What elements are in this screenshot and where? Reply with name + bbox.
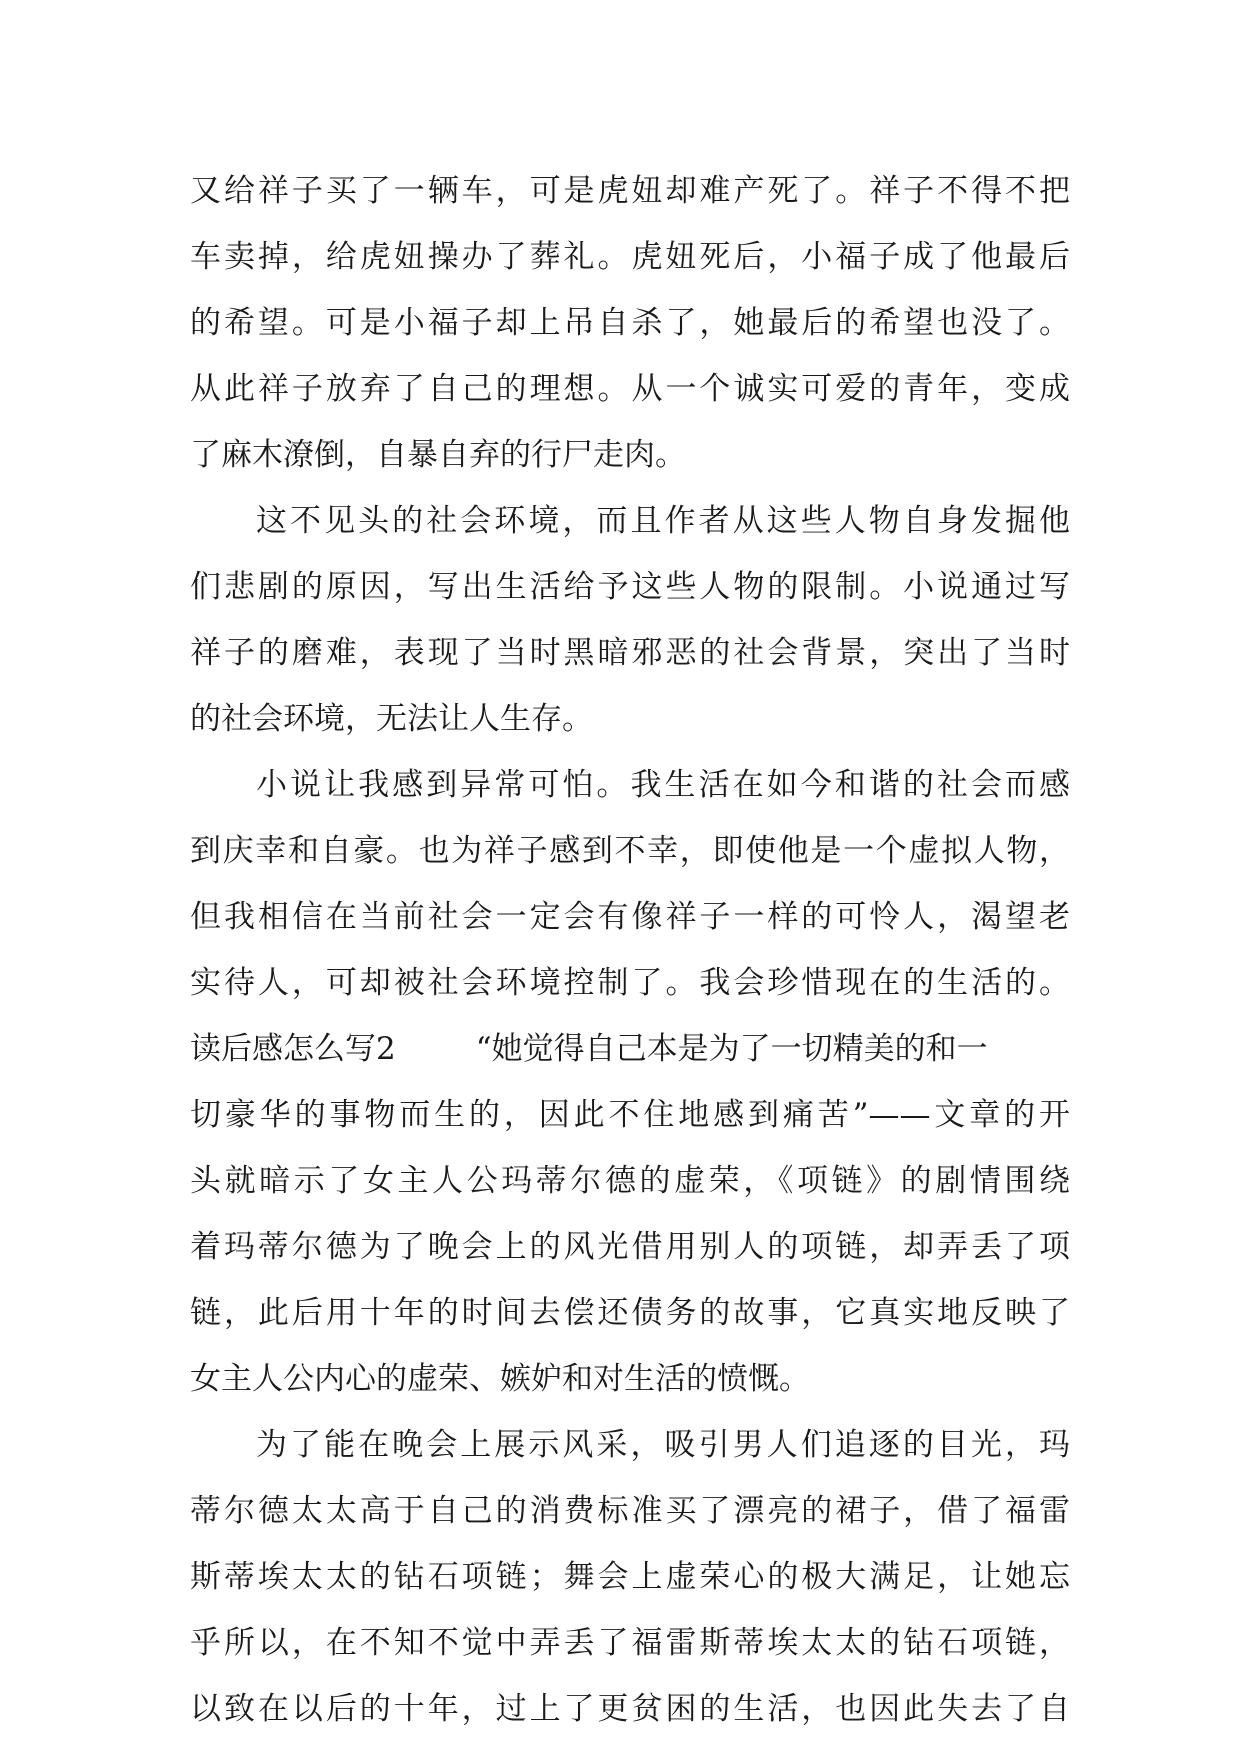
paragraph-line: 着玛蒂尔德为了晚会上的风光借用别人的项链，却弄丢了项: [190, 1229, 1070, 1265]
paragraph-1: [190, 158, 1070, 488]
paragraph-line: 为了能在晚会上展示风采，吸引男人们追逐的目光，玛: [256, 1427, 1070, 1463]
paragraph-line: 祥子的磨难，表现了当时黑暗邪恶的社会背景，突出了当时: [190, 635, 1070, 671]
paragraph-line: 车卖掉，给虎妞操办了葬礼。虎妞死后，小福子成了他最后: [190, 239, 1070, 275]
paragraph-line: 的社会环境，无法让人生存。: [190, 701, 593, 737]
paragraph-line: 从此祥子放弃了自己的理想。从一个诚实可爱的青年，变成: [190, 371, 1070, 407]
paragraph-line: 以致在以后的十年，过上了更贫困的生活，也因此失去了自: [190, 1691, 1070, 1727]
paragraph-line: 乎所以，在不知不觉中弄丢了福雷斯蒂埃太太的钻石项链，: [190, 1625, 1070, 1661]
paragraph-line: 这不见头的社会环境，而且作者从这些人物自身发掘他: [256, 503, 1070, 539]
paragraph-final: [190, 1412, 1070, 1742]
section-heading: 读后感怎么写2: [190, 1031, 396, 1067]
paragraph-line: 们悲剧的原因，写出生活给予这些人物的限制。小说通过写: [190, 569, 1070, 605]
document-body: [190, 158, 1070, 1742]
paragraph-line: 斯蒂埃太太的钻石项链；舞会上虚荣心的极大满足，让她忘: [190, 1559, 1070, 1595]
paragraph-line: 但我相信在当前社会一定会有像祥子一样的可怜人，渴望老: [190, 899, 1070, 935]
section-heading-line: [190, 1016, 1070, 1082]
paragraph-line: 女主人公内心的虚荣、嫉妒和对生活的愤慨。: [190, 1361, 810, 1397]
section-first-line-text: “她觉得自己本是为了一切精美的和一: [475, 1031, 988, 1067]
paragraph-2: [190, 488, 1070, 752]
paragraph-line: 小说让我感到异常可怕。我生活在如今和谐的社会而感: [256, 767, 1070, 803]
paragraph-3: [190, 752, 1070, 1016]
paragraph-line: 了麻木潦倒，自暴自弃的行尸走肉。: [190, 437, 686, 473]
paragraph-line: 又给祥子买了一辆车，可是虎妞却难产死了。祥子不得不把: [190, 173, 1070, 209]
paragraph-line: 的希望。可是小福子却上吊自杀了，她最后的希望也没了。: [190, 305, 1070, 341]
paragraph-line: 链，此后用十年的时间去偿还债务的故事，它真实地反映了: [190, 1295, 1070, 1331]
section-2: [190, 1016, 1070, 1412]
paragraph-line: 头就暗示了女主人公玛蒂尔德的虚荣，《项链》的剧情围绕: [190, 1163, 1070, 1199]
paragraph-line: 实待人，可却被社会环境控制了。我会珍惜现在的生活的。: [190, 965, 1070, 1001]
paragraph-line: 切豪华的事物而生的，因此不住地感到痛苦”——文章的开: [190, 1097, 1070, 1133]
paragraph-line: 到庆幸和自豪。也为祥子感到不幸，即使他是一个虚拟人物，: [190, 833, 1070, 869]
paragraph-line: 蒂尔德太太高于自己的消费标准买了漂亮的裙子，借了福雷: [190, 1493, 1070, 1529]
